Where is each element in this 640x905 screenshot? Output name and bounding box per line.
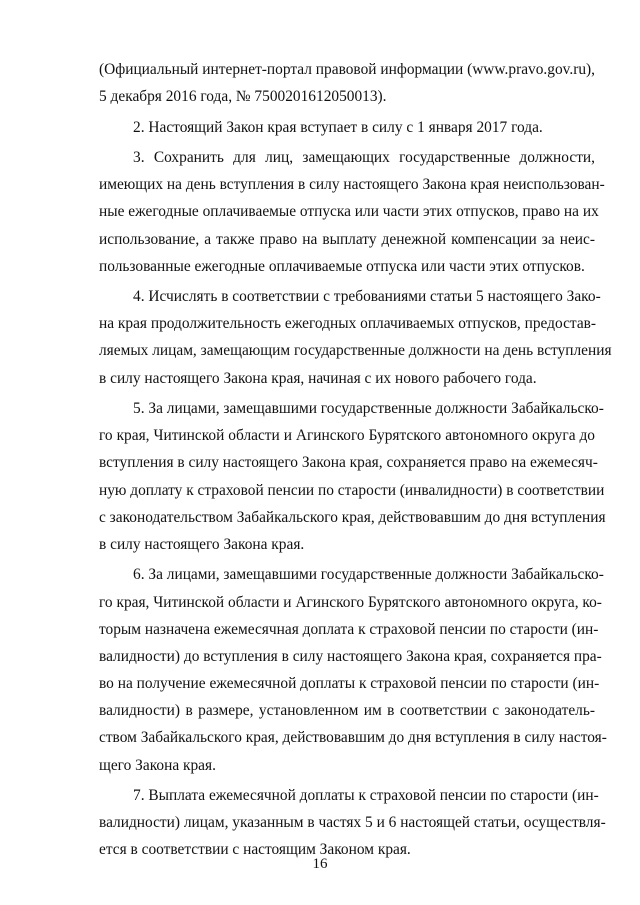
text-line: го края, Читинской области и Агинского Бурятского автономного округа до <box>99 427 595 445</box>
text-line: 3. Сохранить для лиц, замещающих государственные должности, <box>133 148 595 166</box>
text-line: ством Забайкальского края, действовавшим до дня вступления в силу настоя- <box>99 729 607 747</box>
text-line: щего Закона края. <box>99 756 216 774</box>
text-line: 5. За лицами, замещавшими государственные должности Забайкальско- <box>133 400 604 417</box>
paragraph-part-3 <box>99 144 605 280</box>
text-line: валидности) до вступления в силу настоящего Закона края, сохраняется пра- <box>99 647 602 665</box>
text-line: (Официальный интернет-портал правовой информации (www.pravo.gov.ru), <box>99 61 595 78</box>
text-line: 4. Исчислять в соответствии с требованиями статьи 5 настоящего Зако- <box>133 288 601 306</box>
paragraph-part-4 <box>99 283 612 392</box>
text-line: 6. За лицами, замещавшими государственные должности Забайкальско- <box>133 566 604 584</box>
text-line: го края, Читинской области и Агинского Бурятского автономного округа, ко- <box>99 593 602 611</box>
paragraph-part-2 <box>99 114 595 141</box>
text-line: ные ежегодные оплачиваемые отпуска или части этих отпусков, право на их <box>99 203 599 221</box>
text-line: на края продолжительность ежегодных оплачиваемых отпусков, предостав- <box>99 315 597 333</box>
text-line: имеющих на день вступления в силу настоящего Закона края неиспользован- <box>99 176 605 194</box>
text-line: валидности) лицам, указанным в частях 5 и 6 настоящей статьи, осуществля- <box>99 814 606 832</box>
paragraph-source-citation <box>99 56 595 110</box>
text-line: ется в соответствии с настоящим Законом края. <box>99 841 411 859</box>
document-body <box>99 56 612 864</box>
paragraph-part-6 <box>99 561 607 779</box>
text-line: ляемых лицам, замещающим государственные должности на день вступления <box>99 342 612 360</box>
text-line: валидности) в размере, установленном им в соответствии с законодатель- <box>99 702 595 720</box>
text-line: вступления в силу настоящего Закона края, сохраняется право на ежемесяч- <box>99 454 598 472</box>
text-line: использование, а также право на выплату денежной компенсации за неис- <box>99 230 595 248</box>
text-line: 7. Выплата ежемесячной доплаты к страховой пенсии по старости (ин- <box>133 787 599 804</box>
text-line: торым назначена ежемесячная доплата к страховой пенсии по старости (ин- <box>99 620 599 638</box>
text-line: во на получение ежемесячной доплаты к страховой пенсии по старости (ин- <box>99 675 600 693</box>
text-line: ную доплату к страховой пенсии по старости (инвалидности) в соответствии <box>99 481 605 499</box>
text-line: в силу настоящего Закона края. <box>99 535 305 553</box>
text-line: в силу настоящего Закона края, начиная с их нового рабочего года. <box>99 369 537 387</box>
text-line: 5 декабря 2016 года, № 7500201612050013). <box>99 88 387 106</box>
text-line: пользованные ежегодные оплачиваемые отпуска или части этих отпусков. <box>99 257 585 275</box>
text-line: с законодательством Забайкальского края, действовавшим до дня вступления <box>99 508 606 526</box>
page-number: 16 <box>312 856 328 872</box>
text-line: 2. Настоящий Закон края вступает в силу с 1 января 2017 года. <box>133 118 543 136</box>
paragraph-part-7 <box>99 782 606 864</box>
paragraph-part-5 <box>99 395 606 558</box>
